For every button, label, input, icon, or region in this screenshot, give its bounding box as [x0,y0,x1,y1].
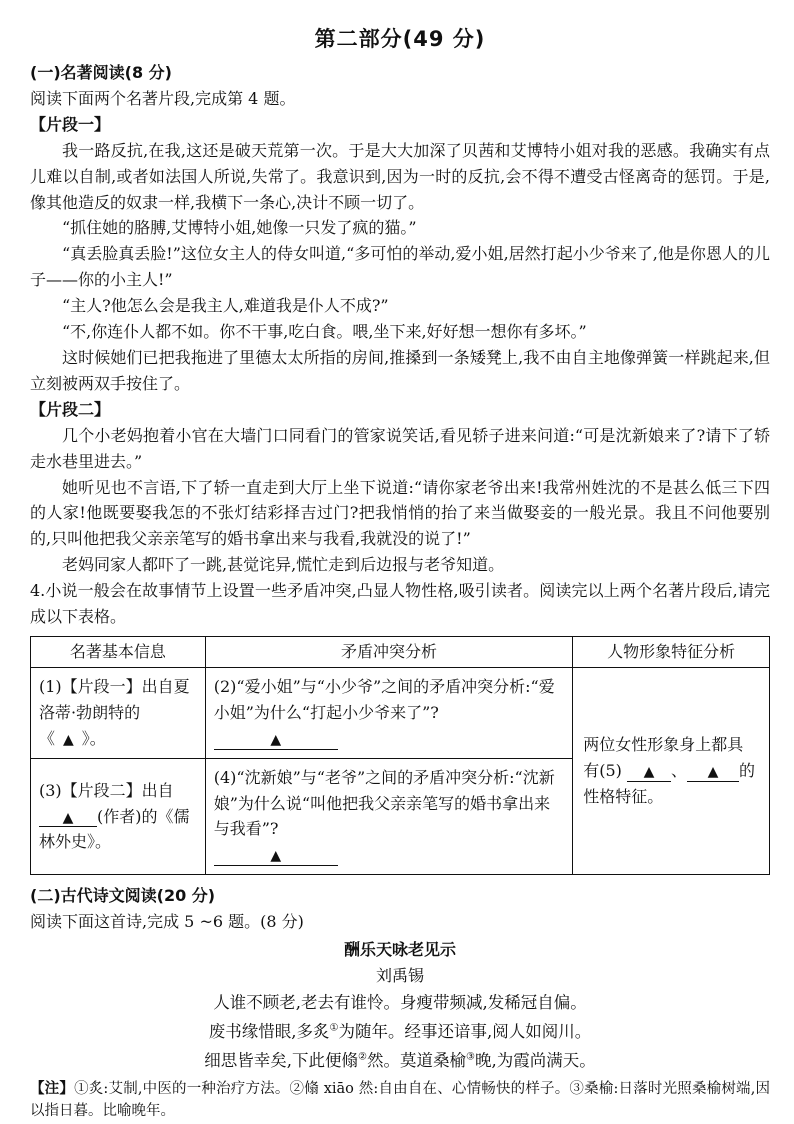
fragment1-paragraph: 我一路反抗,在我,这还是破天荒第一次。于是大大加深了贝茜和艾博特小姐对我的恶感。我确实有点儿难以自制,或者如法国人所说,失常了。我意识到,因为一时的反抗,会不得不遭受古怪离奇的惩罚。于是,像其他造反的奴隶一样,我横下一条心,决计不顾一切了。 [30,140,770,212]
fragment1-paragraph: “抓住她的胳膊,艾博特小姐,她像一只发了疯的猫。” [62,218,417,238]
cell-q3 [31,758,206,875]
question-4: 4.小说一般会在故事情节上设置一些矛盾冲突,凸显人物性格,吸引读者。阅读完以上两个名著片段后,请完成以下表格。 [30,581,770,627]
poem-line-3-a: 细思皆幸矣,下此便翛 [204,1050,359,1070]
poem-line-2-b: 为随年。经事还谙事,阅人如阅川。 [338,1021,592,1041]
answer-blank-2[interactable] [214,729,338,750]
q3-text: (3)【片段二】出自 [39,780,174,800]
fragment1-paragraph: “主人?他怎么会是我主人,难道我是仆人不成?” [62,296,389,316]
answer-blank-5a[interactable] [627,761,671,782]
poem-line-3-c: 晚,为霞尚满天。 [474,1050,596,1070]
section2-instruction: 阅读下面这首诗,完成 5 ~6 题。(8 分) [30,912,304,932]
fragment1-label: 【片段一】 [30,114,111,134]
fragment1-paragraph: 这时候她们已把我拖进了里德太太所指的房间,推搡到一条矮凳上,我不由自主地像弹簧一样跳起来,但立刻被两双手按住了。 [30,347,770,393]
blank-mark: ▲ [707,764,719,781]
blank-mark: ▲ [270,848,282,865]
answer-blank-3[interactable] [39,807,97,828]
answer-blank-1[interactable]: ▲ [63,731,74,748]
section1-heading: (一)名著阅读(8 分) [30,63,172,83]
cell-q5 [573,667,770,874]
blank-mark: ▲ [270,731,282,748]
footnote-ref-3: ③ [466,1051,475,1063]
cell-q2 [205,667,572,758]
header-conflict-analysis: 矛盾冲突分析 [205,636,572,667]
q3-text-end: (作者)的《儒林外史》。 [39,806,190,852]
header-character-analysis: 人物形象特征分析 [573,636,770,667]
section2-heading: (二)古代诗文阅读(20 分) [30,886,216,906]
fragment1-paragraph: “真丢脸真丢脸!”这位女主人的侍女叫道,“多可怕的举动,爱小姐,居然打起小少爷来了,他是你恩人的儿子——你的小主人!” [30,244,770,290]
poem-line-2-a: 废书缘惜眼,多炙 [208,1021,330,1041]
blank-mark: ▲ [643,764,655,781]
q2-text: (2)“爱小姐”与“小少爷”之间的矛盾冲突分析:“爱小姐”为什么“打起小少爷来了”? [213,676,555,722]
note-text: ①炙:艾制,中医的一种治疗方法。②翛 xiāo 然:自由自在、心情畅快的样子。③桑榆:日落时光照桑榆树端,因以指日暮。比喻晚年。 [30,1080,770,1120]
footnote-ref-2: ② [358,1051,367,1063]
answer-blank-5b[interactable] [687,761,739,782]
poem-line-2 [30,1018,770,1047]
blank-mark: ▲ [62,809,74,826]
cell-q1 [31,667,206,758]
note-label: 【注】 [30,1079,75,1097]
q5-separator: 、 [670,761,687,781]
cell-q4 [205,758,572,875]
poem-title: 酬乐天咏老见示 [343,940,456,960]
table-header-row [31,636,770,667]
fragment2-paragraph: 老妈同家人都吓了一跳,甚觉诧异,慌忙走到后边报与老爷知道。 [62,555,505,575]
poem-notes [30,1078,770,1123]
poem-line-1: 人谁不顾老,老去有谁怜。身瘦带频减,发稀冠自偏。 [213,992,587,1012]
fragment1-paragraph: “不,你连仆人都不如。你不干事,吃白食。喂,坐下来,好好想一想你有多坏。” [62,322,587,342]
header-book-info: 名著基本信息 [31,636,206,667]
part-title: 第二部分(49 分) [314,27,486,51]
exam-page [30,22,770,1122]
poem-line-3 [30,1047,770,1076]
answer-blank-4[interactable] [214,845,338,866]
q5-text: 两位女性形象身上都具有(5) [583,735,744,781]
poem-line-3-b: 然。莫道桑榆 [367,1050,466,1070]
fragment2-paragraph: 她听见也不言语,下了轿一直走到大厅上坐下说道:“请你家老爷出来!我常州姓沈的不是甚么低三下四的人家!他既要娶我怎的不张灯结彩择吉过门?把我悄悄的抬了来当做娶妾的一般光景。我且不问他要别的,只叫他把我父亲亲笔写的婚书拿出来与我看,我就没的说了!” [30,477,770,549]
table-row [31,667,770,758]
q1-text-end: 》。 [81,728,106,748]
fragment2-paragraph: 几个小老妈抱着小官在大墙门口同看门的管家说笑话,看见轿子进来问道:“可是沈新娘来了?请下了轿走水巷里进去。” [30,425,770,471]
analysis-table [30,636,770,875]
q4-text: (4)“沈新娘”与“老爷”之间的矛盾冲突分析:“沈新娘”为什么说“叫他把我父亲亲笔写的婚书拿出来与我看”? [213,767,555,839]
q1-text: (1)【片段一】出自夏洛蒂·勃朗特的《 [39,676,190,748]
footnote-ref-1: ① [329,1022,339,1034]
section1-instruction: 阅读下面两个名著片段,完成第 4 题。 [30,88,296,108]
poem-author: 刘禹锡 [375,966,424,986]
fragment2-label: 【片段二】 [30,399,111,419]
q5-text-end: 的性格特征。 [583,761,755,807]
